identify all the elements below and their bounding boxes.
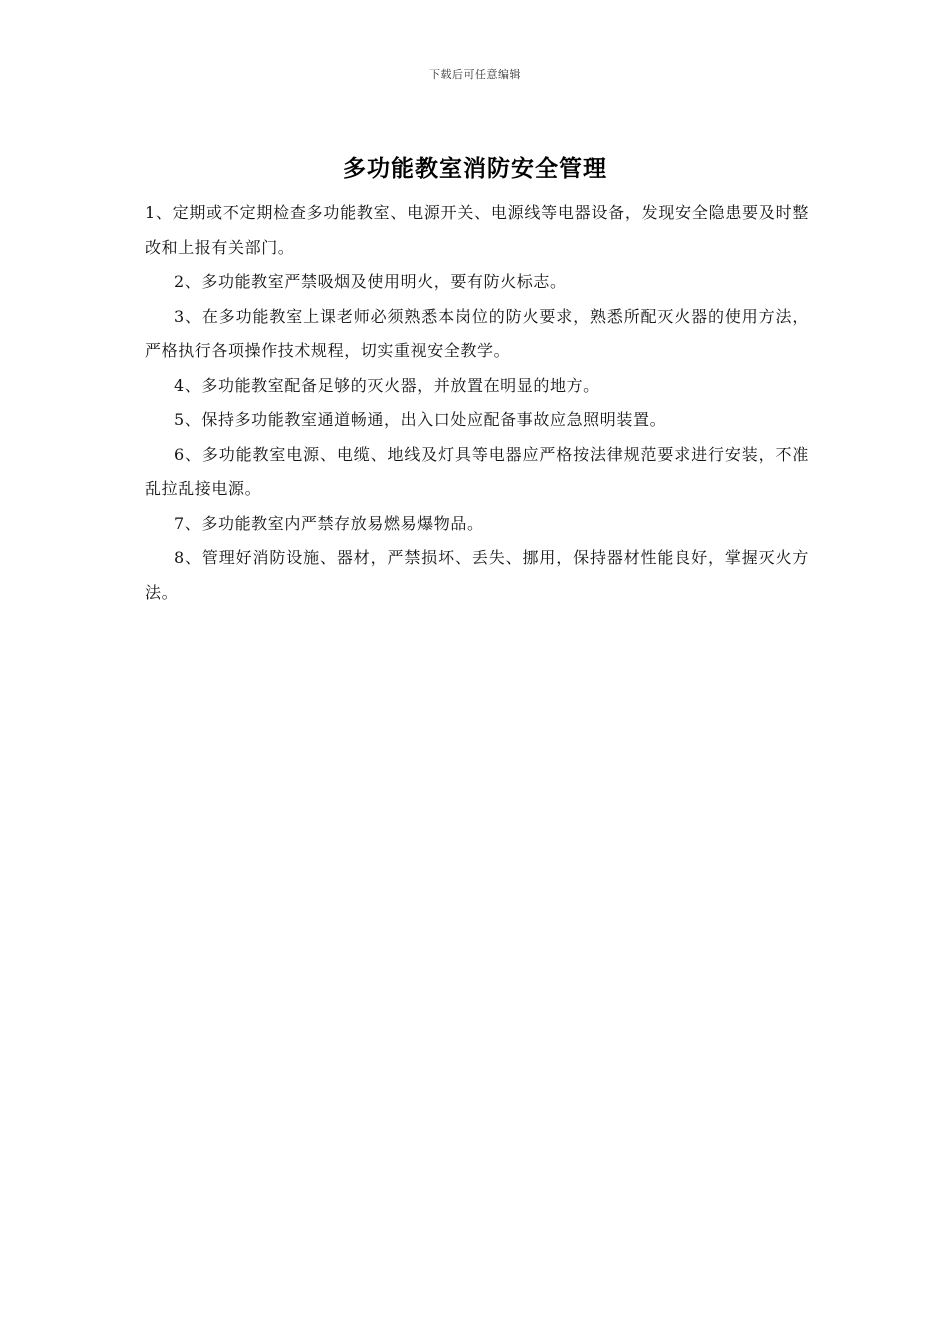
paragraph-3: 3、在多功能教室上课老师必须熟悉本岗位的防火要求，熟悉所配灭火器的使用方法，严格执行各项操作技术规程，切实重视安全教学。 — [145, 306, 809, 360]
paragraph-1: 1、定期或不定期检查多功能教室、电源开关、电源线等电器设备，发现安全隐患要及时整改和上报有关部门。 — [145, 203, 809, 257]
header-note: 下载后可任意编辑 — [429, 68, 521, 81]
document-body — [145, 196, 809, 610]
paragraph-5: 5、保持多功能教室通道畅通，出入口处应配备事故应急照明装置。 — [174, 410, 667, 429]
paragraph-6: 6、多功能教室电源、电缆、地线及灯具等电器应严格按法律规范要求进行安装，不准乱拉乱接电源。 — [145, 444, 809, 498]
document-title: 多功能教室消防安全管理 — [343, 156, 607, 182]
paragraph-2: 2、多功能教室严禁吸烟及使用明火，要有防火标志。 — [174, 272, 567, 291]
paragraph-8: 8、管理好消防设施、器材，严禁损坏、丢失、挪用，保持器材性能良好，掌握灭火方法。 — [145, 548, 809, 602]
paragraph-7: 7、多功能教室内严禁存放易燃易爆物品。 — [174, 513, 484, 533]
paragraph-4: 4、多功能教室配备足够的灭火器，并放置在明显的地方。 — [174, 375, 600, 395]
